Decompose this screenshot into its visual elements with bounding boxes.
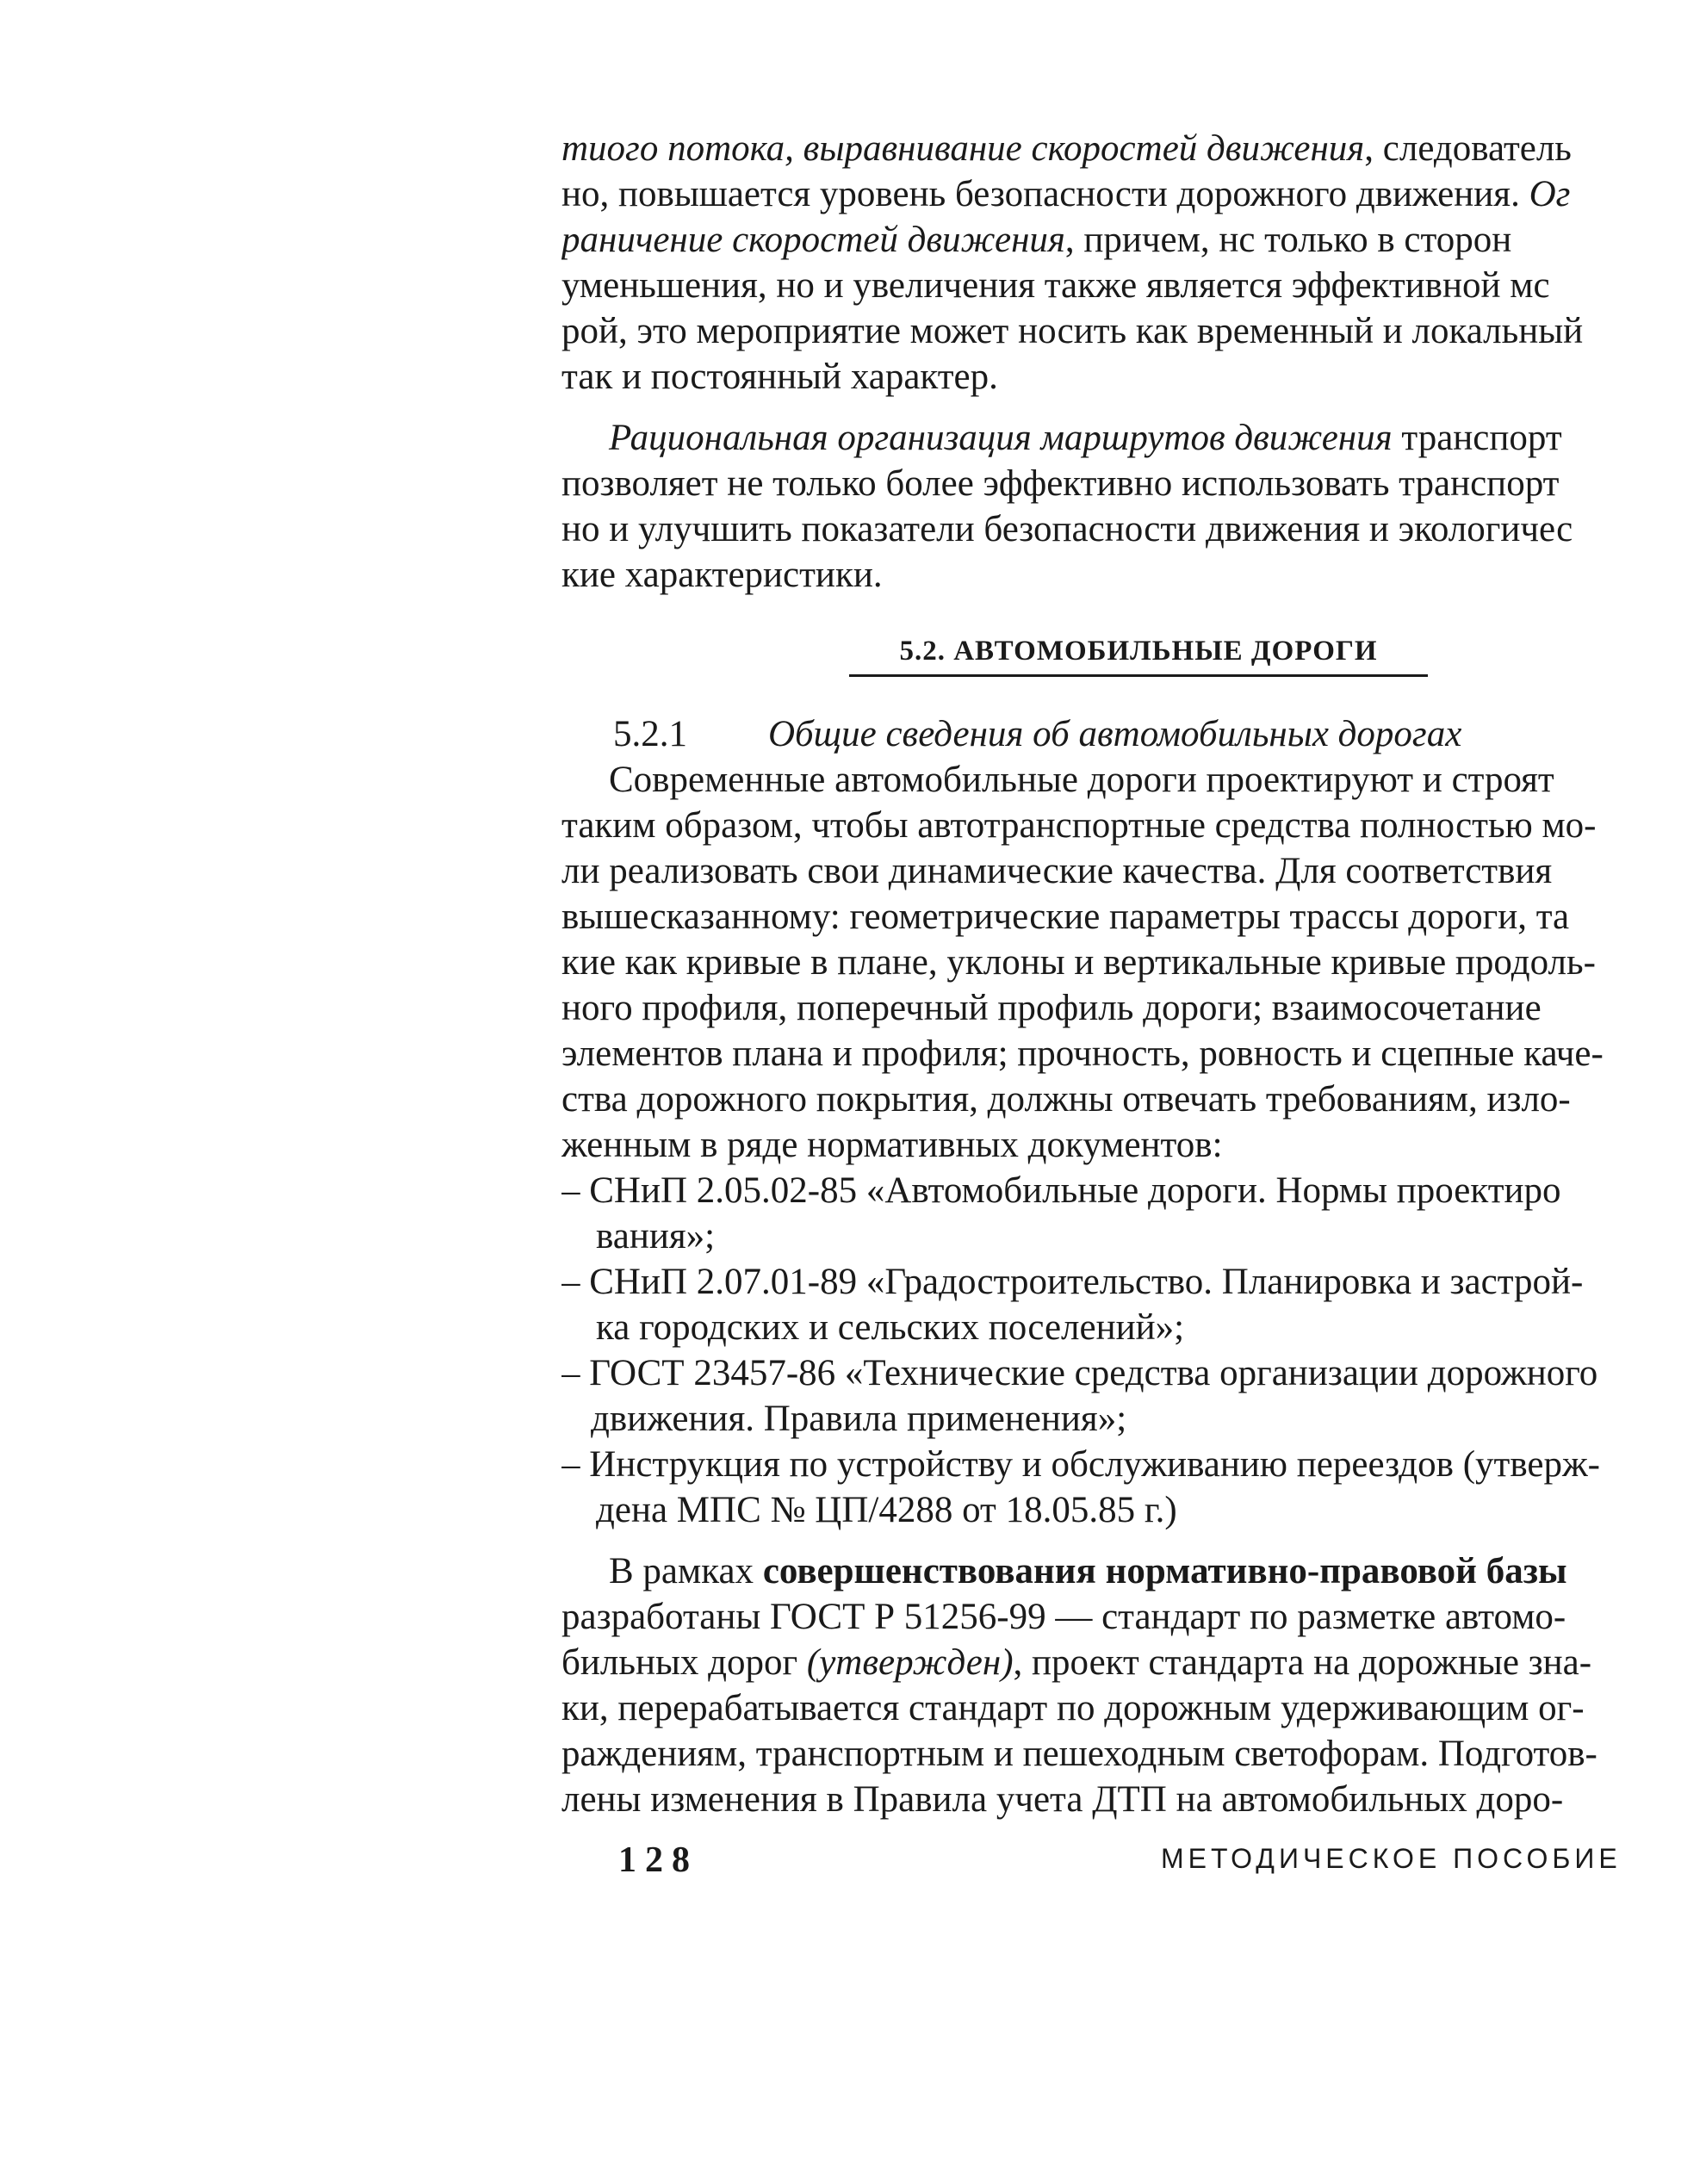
text-line: кие как кривые в плане, уклоны и вертикальные кривые продоль-	[561, 942, 1596, 983]
section-heading: 5.2. АВТОМОБИЛЬНЫЕ ДОРОГИ	[849, 636, 1428, 677]
subsection-number: 5.2.1	[613, 714, 687, 754]
text-line: вышесказанному: геометрические параметры трассы дороги, та	[561, 897, 1570, 937]
running-footer-title: МЕТОДИЧЕСКОЕ ПОСОБИЕ	[1161, 1843, 1622, 1874]
text-line: лены изменения в Правила учета ДТП на автомобильных доро-	[561, 1779, 1564, 1820]
list-item-continuation: дена МПС № ЦП/4288 от 18.05.85 г.)	[596, 1490, 1177, 1530]
text-line: В рамках совершенствования нормативно-правовой базы	[609, 1551, 1567, 1591]
list-item: – Инструкция по устройству и обслуживанию переездов (утверж-	[561, 1444, 1600, 1485]
main-text-top	[561, 126, 1653, 598]
text-line: раждениям, транспортным и пешеходным светофорам. Подготов-	[561, 1734, 1597, 1774]
page-number: 128	[618, 1840, 698, 1880]
text-line: ки, перерабатывается стандарт по дорожным удерживающим ог-	[561, 1688, 1585, 1728]
subsection-title: Общие сведения об автомобильных дорогах	[768, 714, 1462, 754]
text-line: раничение скоростей движения, причем, нс только в сторон	[561, 220, 1512, 260]
main-text-bottom	[561, 757, 1653, 1822]
list-item-continuation: движения. Правила применения»;	[591, 1399, 1127, 1439]
text-line: но, повышается уровень безопасности дорожного движения. Ог	[561, 174, 1571, 214]
list-item-continuation: ка городских и сельских поселений»;	[596, 1307, 1185, 1348]
text-line: но и улучшить показатели безопасности движения и экологичес	[561, 509, 1573, 549]
list-item: – СНиП 2.07.01-89 «Градостроительство. Планировка и застрой-	[561, 1262, 1584, 1302]
text-line: Рациональная организация маршрутов движения транспорт	[609, 418, 1562, 458]
list-item-continuation: вания»;	[596, 1216, 716, 1256]
text-line: рой, это мероприятие может носить как временный и локальный	[561, 311, 1584, 351]
text-line: женным в ряде нормативных документов:	[561, 1125, 1223, 1165]
text-line: так и постоянный характер.	[561, 357, 998, 397]
text-line: ного профиля, поперечный профиль дороги; взаимосочетание	[561, 988, 1542, 1028]
text-line: Современные автомобильные дороги проектируют и строят	[609, 760, 1554, 800]
text-line: ли реализовать свои динамические качества. Для соответствия	[561, 851, 1553, 891]
text-line: кие характеристики.	[561, 555, 883, 595]
text-line: позволяет не только более эффективно использовать транспорт	[561, 463, 1560, 504]
text-line: разработаны ГОСТ Р 51256-99 — стандарт по разметке автомо-	[561, 1597, 1566, 1637]
list-item: – СНиП 2.05.02-85 «Автомобильные дороги. Нормы проектиро	[561, 1170, 1561, 1211]
text-line: уменьшения, но и увеличения также является эффективной мс	[561, 265, 1550, 306]
subsection-heading	[613, 711, 1647, 757]
text-line: элементов плана и профиля; прочность, ровность и сцепные каче-	[561, 1033, 1604, 1074]
text-line: таким образом, чтобы автотранспортные средства полностью мо-	[561, 805, 1597, 846]
text-line: бильных дорог (утвержден), проект стандарта на дорожные зна-	[561, 1642, 1592, 1683]
text-line: ства дорожного покрытия, должны отвечать требованиям, изло-	[561, 1079, 1571, 1120]
text-line: тиого потока, выравнивание скоростей движения, следователь	[561, 128, 1572, 169]
list-item: – ГОСТ 23457-86 «Технические средства организации дорожного	[561, 1353, 1598, 1393]
